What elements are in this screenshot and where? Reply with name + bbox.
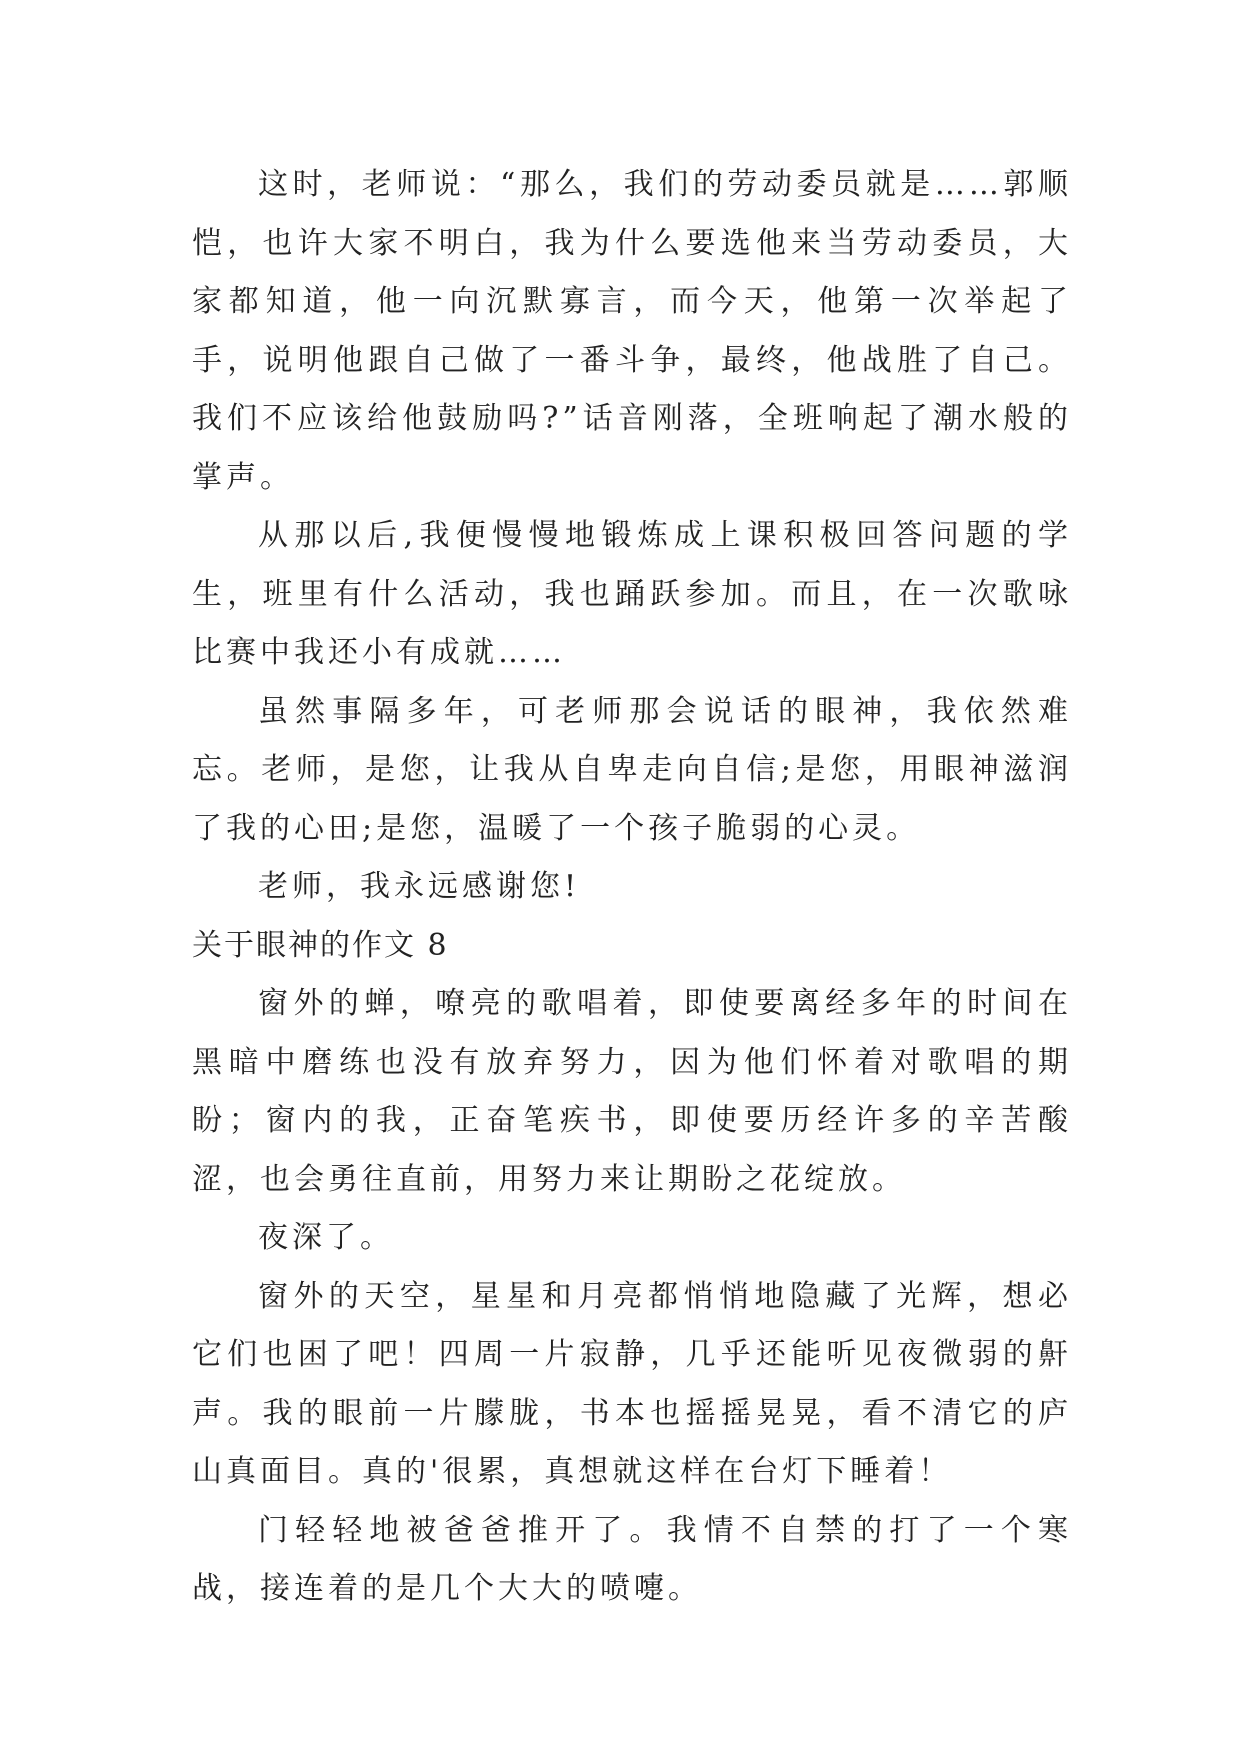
paragraph: 窗外的天空，星星和月亮都悄悄地隐藏了光辉，想必它们也困了吧！四周一片寂静，几乎还能听见夜微弱的鼾声。我的眼前一片朦胧，书本也摇摇晃晃，看不清它的庐山真面目。真的'很累，真想就这样在台灯下睡着！ (192, 1278, 1072, 1489)
paragraph: 夜深了。 (258, 1220, 394, 1255)
document-body (192, 156, 1072, 1619)
paragraph: 从那以后,我便慢慢地锻炼成上课积极回答问题的学生，班里有什么活动，我也踊跃参加。而且，在一次歌咏比赛中我还小有成就…… (192, 518, 1072, 670)
section-title: 关于眼神的作文 8 (192, 927, 449, 963)
paragraph: 这时，老师说：“那么，我们的劳动委员就是……郭顺恺，也许大家不明白，我为什么要选他来当劳动委员，大家都知道，他一向沉默寡言，而今天，他第一次举起了手，说明他跟自己做了一番斗争，最终，他战胜了自己。我们不应该给他鼓励吗?”话音刚落，全班响起了潮水般的掌声。 (192, 167, 1072, 495)
paragraph: 虽然事隔多年，可老师那会说话的眼神，我依然难忘。老师，是您，让我从自卑走向自信;是您，用眼神滋润了我的心田;是您，温暖了一个孩子脆弱的心灵。 (192, 693, 1072, 846)
paragraph: 老师，我永远感谢您! (258, 869, 581, 904)
paragraph: 门轻轻地被爸爸推开了。我情不自禁的打了一个寒战，接连着的是几个大大的喷嚏。 (192, 1512, 1072, 1606)
paragraph: 窗外的蝉，嘹亮的歌唱着，即使要离经多年的时间在黑暗中磨练也没有放弃努力，因为他们怀着对歌唱的期盼；窗内的我，正奋笔疾书，即使要历经许多的辛苦酸涩，也会勇往直前，用努力来让期盼之花绽放。 (192, 986, 1072, 1197)
